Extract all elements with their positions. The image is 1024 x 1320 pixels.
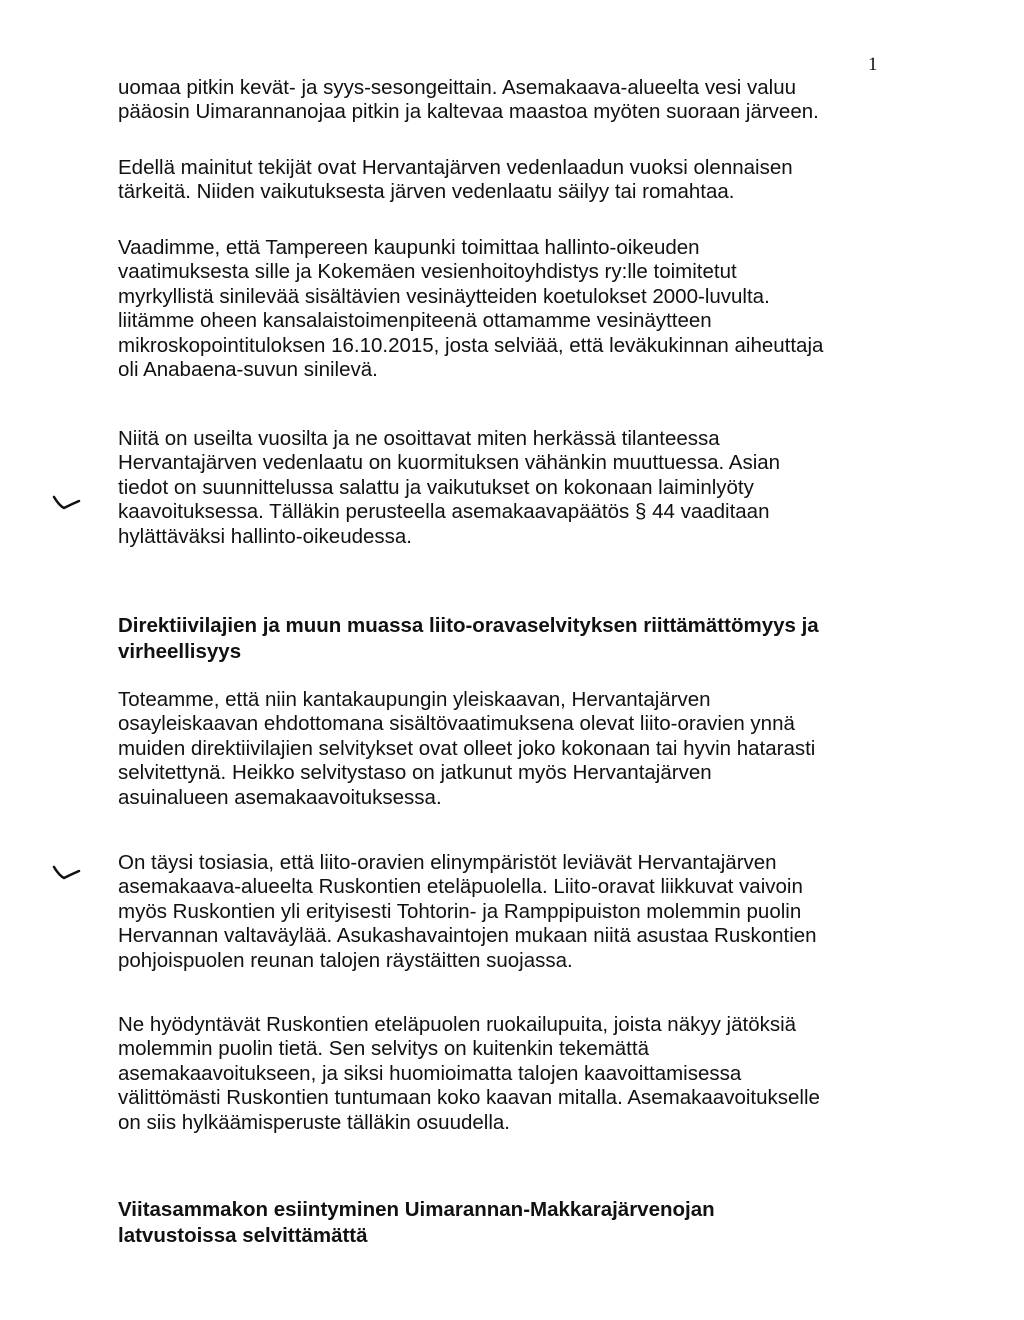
text-line: on siis hylkäämisperuste tälläkin osuudella. [118, 1110, 510, 1134]
paragraph-water-runoff [118, 76, 928, 125]
text-line: uomaa pitkin kevät- ja syys-sesongeittain. Asemakaava-alueelta vesi valuu [118, 76, 796, 99]
check-mark-icon [52, 494, 82, 514]
paragraph-demand-results [118, 236, 928, 382]
paragraph-flying-squirrels [118, 851, 928, 973]
text-line: mikroskopointituloksen 16.10.2015, josta selviää, että leväkukinnan aiheuttaja [118, 333, 824, 357]
text-line: On täysi tosiasia, että liito-oravien elinympäristöt leviävät Hervantajärven [118, 851, 777, 874]
text-line: pääosin Uimarannanojaa pitkin ja kaltevaa maastoa myöten suoraan järveen. [118, 100, 819, 124]
page-number: 1 [868, 54, 878, 75]
heading-line: Direktiivilajien ja muun muassa liito-oravaselvityksen riittämättömyys ja [118, 614, 819, 637]
section-heading-moor-frog [118, 1197, 938, 1249]
text-line: kaavoituksessa. Tälläkin perusteella asemakaavapäätös § 44 vaaditaan [118, 500, 770, 524]
text-line: asemakaava-alueelta Ruskontien eteläpuolella. Liito-oravat liikkuvat vaivoin [118, 875, 803, 899]
text-line: välittömästi Ruskontien tuntumaan koko kaavan mitalla. Asemakaavoitukselle [118, 1086, 820, 1110]
text-line: asuinalueen asemakaavoituksessa. [118, 785, 442, 809]
text-line: myös Ruskontien yli erityisesti Tohtorin- ja Ramppipuiston molemmin puolin [118, 899, 802, 923]
text-line: Hervantajärven vedenlaatu on kuormituksen vähänkin muuttuessa. Asian [118, 451, 781, 475]
text-line: Hervannan valtaväylää. Asukashavaintojen mukaan niitä asustaa Ruskontien [118, 924, 817, 948]
text-line: Vaadimme, että Tampereen kaupunki toimittaa hallinto-oikeuden [118, 236, 700, 259]
paragraph-feeding-trees [118, 1013, 928, 1135]
text-line: hylättäväksi hallinto-oikeudessa. [118, 524, 412, 548]
text-line: liitämme oheen kansalaistoimenpiteenä ottamamme vesinäytteen [118, 309, 712, 333]
paragraph-water-quality [118, 156, 928, 205]
heading-line: virheellisyys [118, 640, 242, 663]
heading-line: latvustoissa selvittämättä [118, 1224, 368, 1247]
text-line: Toteamme, että niin kantakaupungin yleiskaavan, Hervantajärven [118, 688, 711, 711]
text-line: asemakaavoitukseen, ja siksi huomioimatta talojen kaavoittamisessa [118, 1061, 742, 1085]
text-line: oli Anabaena-suvun sinilevä. [118, 358, 378, 382]
text-line: muiden direktiivilajien selvitykset ovat olleet joko kokonaan tai hyvin hatarasti [118, 736, 816, 760]
section-heading-directive-species [118, 613, 938, 665]
heading-line: Viitasammakon esiintyminen Uimarannan-Makkarajärvenojan [118, 1198, 715, 1221]
text-line: Ne hyödyntävät Ruskontien eteläpuolen ruokailupuita, joista näkyy jätöksiä [118, 1013, 797, 1036]
check-mark-icon [52, 864, 82, 884]
text-line: pohjoispuolen reunan talojen räystäitten suojassa. [118, 948, 573, 972]
text-line: molemmin puolin tietä. Sen selvitys on kuitenkin tekemättä [118, 1037, 649, 1061]
paragraph-sensitivity [118, 427, 928, 549]
text-line: osayleiskaavan ehdottomana sisältövaatimuksena olevat liito-oravien ynnä [118, 712, 795, 736]
text-line: selvitettynä. Heikko selvitystaso on jatkunut myös Hervantajärven [118, 761, 712, 785]
text-line: myrkyllistä sinilevää sisältävien vesinäytteiden koetulokset 2000-luvulta. [118, 284, 770, 308]
text-line: tiedot on suunnittelussa salattu ja vaikutukset on kokonaan laiminlyöty [118, 475, 754, 499]
text-line: tärkeitä. Niiden vaikutuksesta järven vedenlaatu säilyy tai romahtaa. [118, 180, 735, 204]
text-line: Edellä mainitut tekijät ovat Hervantajärven vedenlaadun vuoksi olennaisen [118, 156, 793, 179]
paragraph-surveys [118, 688, 928, 810]
text-line: Niitä on useilta vuosilta ja ne osoittavat miten herkässä tilanteessa [118, 427, 720, 450]
text-line: vaatimuksesta sille ja Kokemäen vesienhoitoyhdistys ry:lle toimitetut [118, 260, 737, 284]
